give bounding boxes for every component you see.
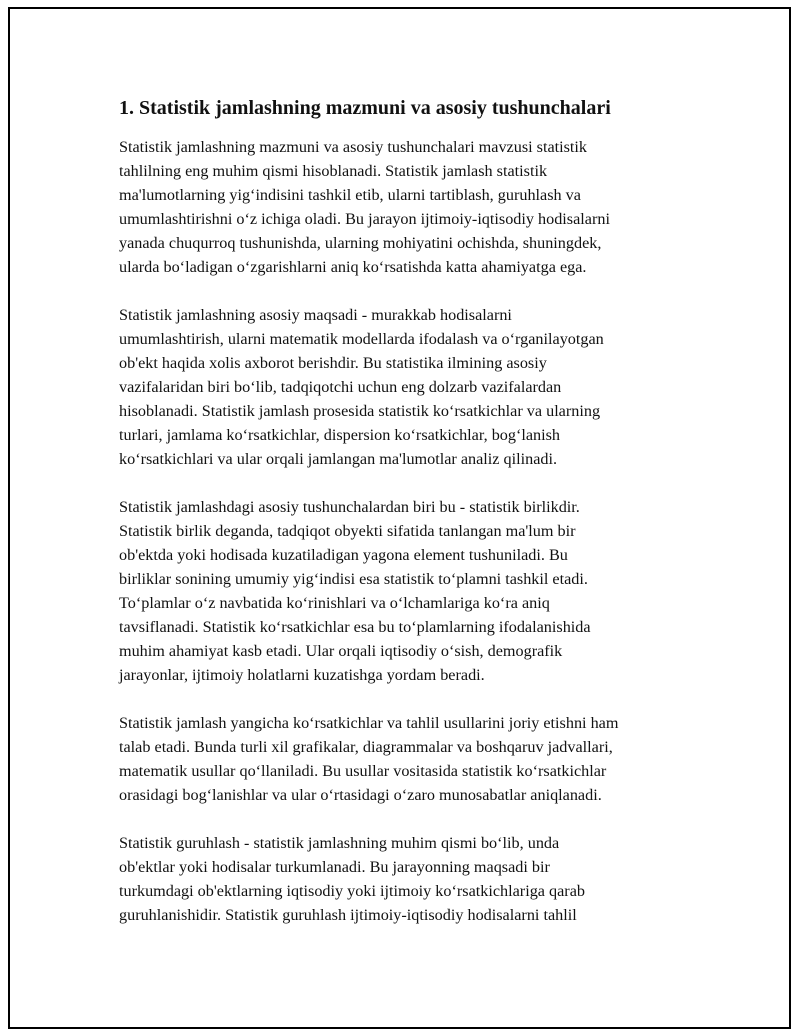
text-line: To‘plamlar o‘z navbatida ko‘rinishlari va o‘lchamlariga ko‘ra aniq [119,594,550,612]
section-heading: 1. Statistik jamlashning mazmuni va asosiy tushunchalari [119,97,611,119]
text-line: muhim ahamiyat kasb etadi. Ular orqali iqtisodiy o‘sish, demografik [119,642,563,660]
text-line: Statistik jamlashdagi asosiy tushunchalardan biri bu - statistik birlikdir. [119,498,580,516]
text-line: turkumdagi ob'ektlarning iqtisodiy yoki ijtimoiy ko‘rsatkichlariga qarab [119,882,585,900]
paragraph-4 [119,711,704,807]
text-line: orasidagi bog‘lanishlar va ular o‘rtasidagi o‘zaro munosabatlar aniqlanadi. [119,786,602,804]
text-line: ob'ektda yoki hodisada kuzatiladigan yagona element tushuniladi. Bu [119,546,568,564]
text-line: tahlilning eng muhim qismi hisoblanadi. Statistik jamlash statistik [119,162,548,180]
text-line: Statistik birlik deganda, tadqiqot obyekti sifatida tanlangan ma'lum bir [119,522,576,540]
text-line: talab etadi. Bunda turli xil grafikalar, diagrammalar va boshqaruv jadvallari, [119,738,613,756]
paragraph-1 [119,135,704,279]
text-line: vazifalaridan biri bo‘lib, tadqiqotchi uchun eng dolzarb vazifalardan [119,378,562,396]
paragraph-3 [119,495,704,687]
text-line: Statistik jamlash yangicha ko‘rsatkichlar va tahlil usullarini joriy etishni ham [119,714,619,732]
text-line: ularda bo‘ladigan o‘zgarishlarni aniq ko‘rsatishda katta ahamiyatga ega. [119,258,587,276]
document-body [119,95,704,951]
text-line: yanada chuqurroq tushunishda, ularning mohiyatini ochishda, shuningdek, [119,234,602,252]
text-line: ob'ekt haqida xolis axborot berishdir. Bu statistika ilmining asosiy [119,354,547,372]
text-line: umumlashtirishni o‘z ichiga oladi. Bu jarayon ijtimoiy-iqtisodiy hodisalarni [119,210,610,228]
text-line: jarayonlar, ijtimoiy holatlarni kuzatishga yordam beradi. [119,666,485,684]
text-line: guruhlanishidir. Statistik guruhlash ijtimoiy-iqtisodiy hodisalarni tahlil [119,906,577,924]
text-line: birliklar sonining umumiy yig‘indisi esa statistik to‘plamni tashkil etadi. [119,570,588,588]
text-line: Statistik jamlashning asosiy maqsadi - murakkab hodisalarni [119,306,512,324]
text-line: umumlashtirish, ularni matematik modellarda ifodalash va o‘rganilayotgan [119,330,604,348]
page-frame [8,7,791,1029]
text-line: tavsiflanadi. Statistik ko‘rsatkichlar esa bu to‘plamlarning ifodalanishida [119,618,591,636]
text-line: Statistik guruhlash - statistik jamlashning muhim qismi bo‘lib, unda [119,834,560,852]
text-line: ko‘rsatkichlari va ular orqali jamlangan ma'lumotlar analiz qilinadi. [119,450,558,468]
text-line: matematik usullar qo‘llaniladi. Bu usullar vositasida statistik ko‘rsatkichlar [119,762,607,780]
text-line: ob'ektlar yoki hodisalar turkumlanadi. Bu jarayonning maqsadi bir [119,858,550,876]
text-line: hisoblanadi. Statistik jamlash prosesida statistik ko‘rsatkichlar va ularning [119,402,601,420]
text-line: turlari, jamlama ko‘rsatkichlar, dispersion ko‘rsatkichlar, bog‘lanish [119,426,561,444]
text-line: ma'lumotlarning yig‘indisini tashkil etib, ularni tartiblash, guruhlash va [119,186,581,204]
paragraph-5 [119,831,704,927]
paragraph-2 [119,303,704,471]
text-line: Statistik jamlashning mazmuni va asosiy tushunchalari mavzusi statistik [119,138,588,156]
